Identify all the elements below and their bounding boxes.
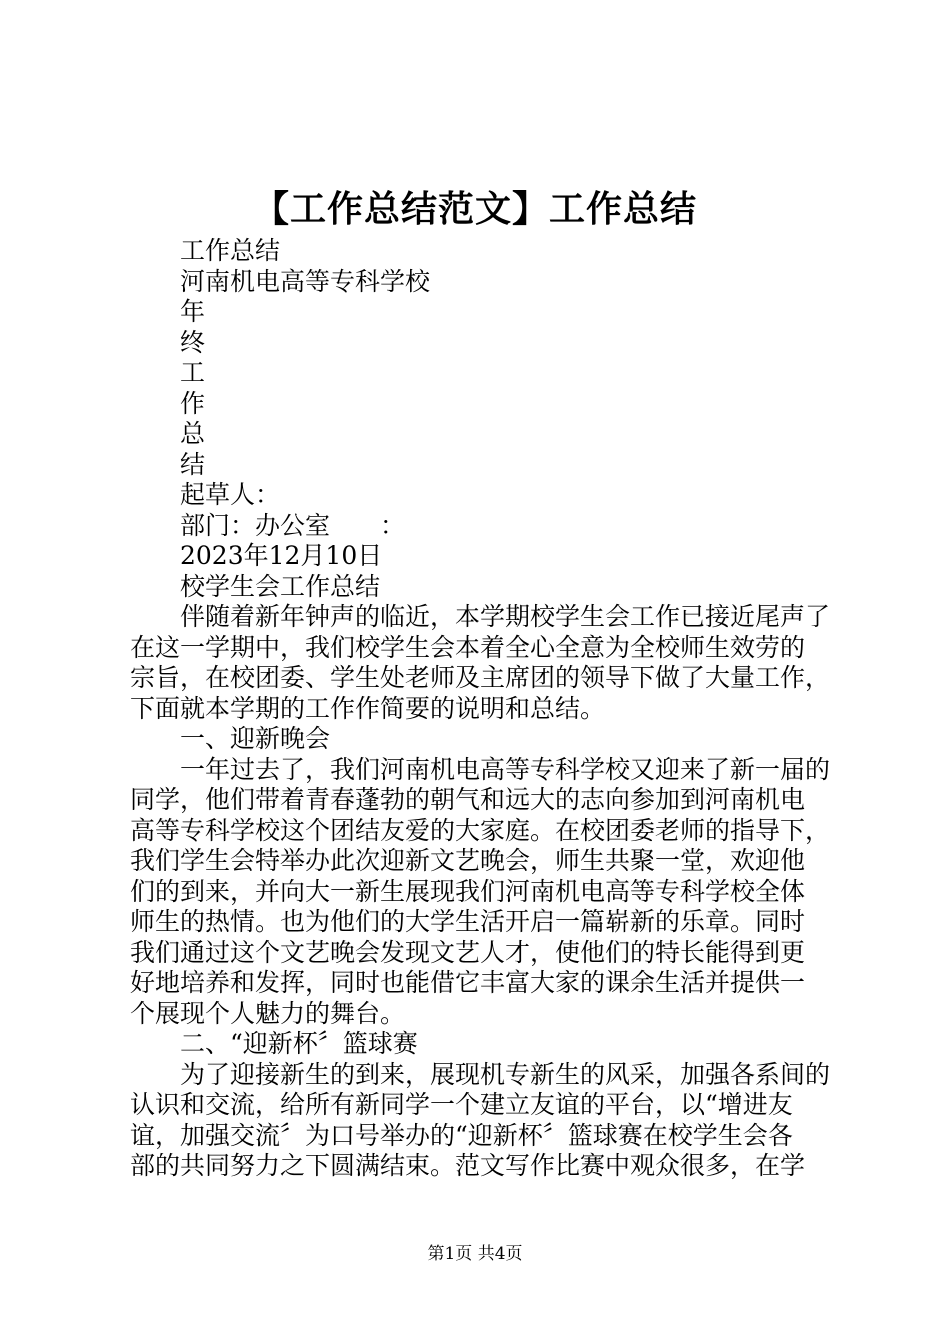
document-title: 【工作总结范文】工作总结 <box>252 188 697 230</box>
body-line: 好地培养和发挥，同时也能借它丰富大家的课余生活并提供一 <box>130 968 806 997</box>
document-body <box>130 236 835 1182</box>
body-line: 二、“迎新杯〞篮球赛 <box>180 1029 418 1058</box>
body-line: 同学，他们带着青春蓬勃的朝气和远大的志向参加到河南机电 <box>130 785 806 814</box>
body-line: 一年过去了，我们河南机电高等专科学校又迎来了新一届的 <box>180 754 831 784</box>
body-line: 一、迎新晚会 <box>180 724 331 753</box>
body-line: 在这一学期中，我们校学生会本着全心全意为全校师生效劳的 <box>130 632 806 662</box>
body-line: 部门：办公室 ： <box>180 510 406 540</box>
body-line: 终 <box>180 327 206 357</box>
body-line: 年 <box>180 297 206 326</box>
body-line: 们的到来，并向大一新生展现我们河南机电高等专科学校全体 <box>130 876 806 906</box>
body-line: 2023年12月10日 <box>180 541 383 570</box>
body-line: 我们通过这个文艺晚会发现文艺人才，使他们的特长能得到更 <box>130 937 806 967</box>
body-line: 我们学生会特举办此次迎新文艺晚会，师生共聚一堂，欢迎他 <box>130 846 806 875</box>
body-line: 高等专科学校这个团结友爱的大家庭。在校团委老师的指导下， <box>130 815 831 845</box>
body-line: 校学生会工作总结 <box>180 571 381 601</box>
body-line: 起草人： <box>180 480 281 509</box>
body-line: 师生的热情。也为他们的大学生活开启一篇崭新的乐章。同时 <box>130 907 806 936</box>
body-line: 工作总结 <box>180 236 281 265</box>
body-line: 工 <box>180 358 206 387</box>
body-line: 为了迎接新生的到来，展现机专新生的风采，加强各系间的 <box>180 1059 831 1089</box>
body-line: 伴随着新年钟声的临近，本学期校学生会工作已接近尾声了 <box>180 602 831 631</box>
body-line: 认识和交流，给所有新同学一个建立友谊的平台，以“增进友 <box>130 1090 793 1119</box>
body-line: 谊，加强交流〞为口号举办的“迎新杯〞篮球赛在校学生会各 <box>130 1120 793 1150</box>
body-line: 个展现个人魅力的舞台。 <box>130 998 406 1028</box>
body-line: 总 <box>180 419 206 448</box>
body-line: 作 <box>180 388 206 418</box>
body-line: 部的共同努力之下圆满结束。范文写作比赛中观众很多，在学 <box>130 1151 806 1180</box>
body-line: 下面就本学期的工作作简要的说明和总结。 <box>130 693 606 723</box>
page-footer: 第1页 共4页 <box>427 1244 523 1264</box>
body-line: 结 <box>180 449 206 479</box>
body-line: 宗旨，在校团委、学生处老师及主席团的领导下做了大量工作， <box>130 663 831 692</box>
body-line: 河南机电高等专科学校 <box>180 266 431 296</box>
